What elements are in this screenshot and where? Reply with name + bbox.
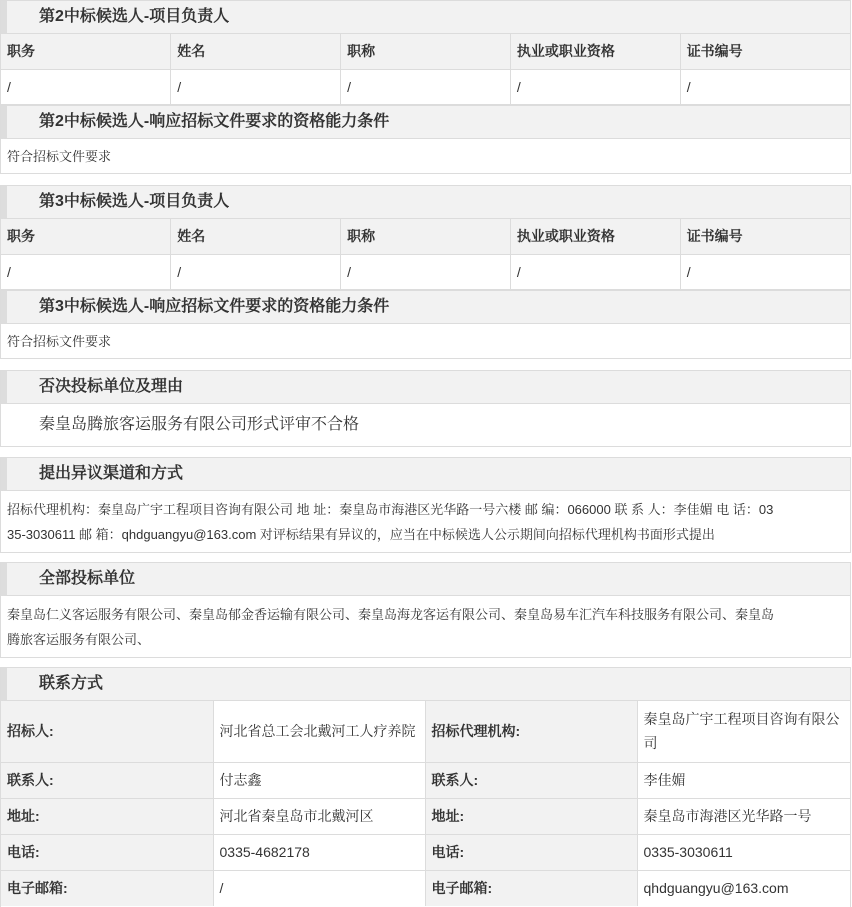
section-title: 第3中标候选人-项目负责人 (1, 186, 850, 219)
section-title: 第2中标候选人-响应招标文件要求的资格能力条件 (1, 106, 850, 139)
section-title: 第3中标候选人-响应招标文件要求的资格能力条件 (1, 291, 850, 324)
col-header-position: 职务 (1, 219, 171, 254)
col-header-cert-no: 证书编号 (680, 34, 850, 69)
section-text (1, 596, 850, 657)
label-agency-phone: 电话: (425, 834, 637, 870)
leader-table (1, 219, 850, 289)
label-agency-email: 电子邮箱: (425, 870, 637, 906)
value-contact-person: 付志鑫 (213, 762, 425, 798)
section-contact (0, 667, 851, 907)
label-agency: 招标代理机构: (425, 701, 637, 762)
section-text: 符合招标文件要求 (7, 149, 112, 164)
label-agency-address: 地址: (425, 798, 637, 834)
section-title: 提出异议渠道和方式 (1, 458, 850, 491)
col-header-title: 职称 (341, 219, 511, 254)
table-cell: / (171, 254, 341, 289)
value-phone: 0335-4682178 (213, 834, 425, 870)
value-agency (637, 701, 850, 762)
section-rejected-bidders (0, 370, 851, 447)
section-objection-channel (0, 457, 851, 553)
table-cell: / (1, 254, 171, 289)
table-cell: / (510, 69, 680, 104)
value-email: / (213, 870, 425, 906)
contact-table (1, 701, 850, 906)
value-line: 司 (643, 735, 658, 752)
section-candidate3-leader (0, 185, 851, 290)
section-text (1, 491, 850, 552)
label-address: 地址: (1, 798, 213, 834)
text-line: 招标代理机构：秦皇岛广宇工程项目咨询有限公司 地 址：秦皇岛市海港区光华路一号六楼 邮 编：066000 联 系 人：李佳媚 电 话：03 (7, 502, 774, 517)
section-title: 全部投标单位 (1, 563, 850, 596)
label-email: 电子邮箱: (1, 870, 213, 906)
value-agency-contact-person: 李佳媚 (637, 762, 850, 798)
col-header-qualification: 执业或职业资格 (510, 34, 680, 69)
leader-table (1, 34, 850, 104)
table-cell: / (686, 263, 691, 280)
col-header-qualification: 执业或职业资格 (510, 219, 680, 254)
section-text: 秦皇岛腾旅客运服务有限公司形式评审不合格 (39, 416, 360, 433)
table-cell: / (171, 69, 341, 104)
section-candidate2-leader (0, 0, 851, 105)
label-contact-person: 联系人: (1, 762, 213, 798)
section-all-bidders (0, 562, 851, 658)
table-cell: / (1, 69, 171, 104)
section-candidate3-qualification (0, 290, 851, 359)
section-title: 联系方式 (1, 668, 850, 701)
col-header-cert-no: 证书编号 (680, 219, 850, 254)
table-cell: / (341, 254, 511, 289)
section-title: 第2中标候选人-项目负责人 (1, 1, 850, 34)
table-cell: / (686, 78, 691, 95)
value-line: 秦皇岛广宇工程项目咨询有限公 (643, 711, 840, 728)
col-header-name: 姓名 (171, 34, 341, 69)
table-cell: / (510, 254, 680, 289)
text-line: 腾旅客运服务有限公司、 (7, 632, 151, 647)
section-text: 符合招标文件要求 (7, 334, 112, 349)
col-header-title: 职称 (341, 34, 511, 69)
value-tenderer: 河北省总工会北戴河工人疗养院 (213, 701, 425, 762)
value-agency-phone: 0335-3030611 (637, 834, 850, 870)
label-agency-contact-person: 联系人: (425, 762, 637, 798)
value-agency-address: 秦皇岛市海港区光华路一号 (637, 798, 850, 834)
label-phone: 电话: (1, 834, 213, 870)
col-header-position: 职务 (1, 34, 171, 69)
value-agency-email: qhdguangyu@163.com (643, 880, 789, 897)
label-tenderer: 招标人: (1, 701, 213, 762)
text-line: 秦皇岛仁义客运服务有限公司、秦皇岛郁金香运输有限公司、秦皇岛海龙客运有限公司、秦皇岛易车汇汽车科技服务有限公司、秦皇岛 (7, 607, 775, 622)
section-candidate2-qualification (0, 105, 851, 174)
table-cell: / (341, 69, 511, 104)
value-address: 河北省秦皇岛市北戴河区 (213, 798, 425, 834)
col-header-name: 姓名 (171, 219, 341, 254)
section-title: 否决投标单位及理由 (1, 371, 850, 404)
text-line: 35-3030611 邮 箱：qhdguangyu@163.com 对评标结果有异议的，应当在中标候选人公示期间向招标代理机构书面形式提出 (7, 527, 715, 542)
